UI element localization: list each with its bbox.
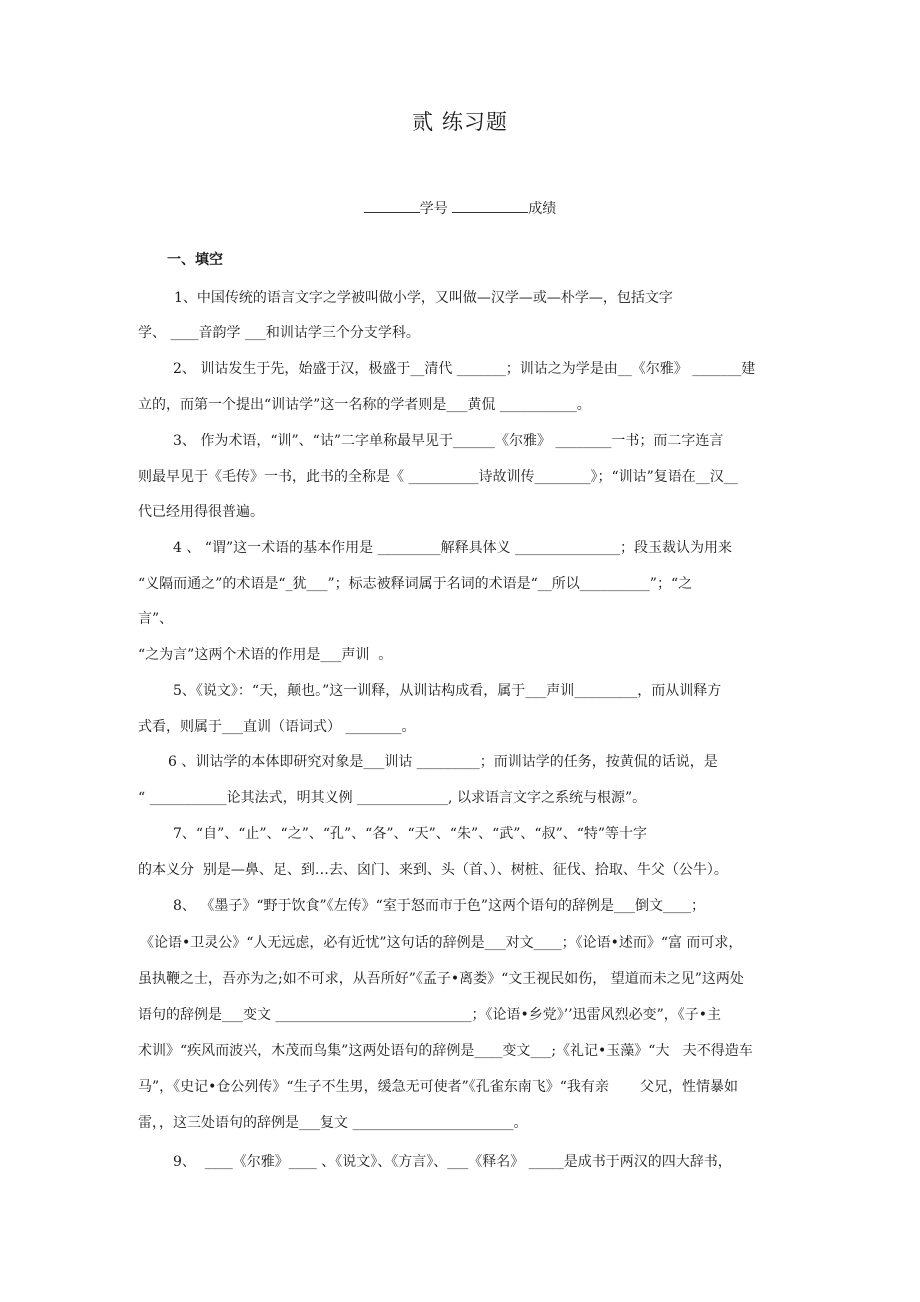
student-id-label: 学号	[419, 201, 448, 217]
question-line: 则最早见于《毛传》一书，此书的全称是《 __________诗故训传________》；“训诂”复语在__汉__	[138, 469, 738, 485]
question-line: 虽执鞭之士，吾亦为之;如不可求，从吾所好”《孟子•离娄》“文王视民如伤， 望道而未之见”这两处	[138, 971, 744, 987]
question-line: 学、 ____音韵学 ___和训诂学三个分支学科。	[138, 325, 420, 341]
name-blank	[364, 198, 420, 213]
question-line: 语句的辞例是___变文 ____________________________；《论语•乡党》’’迅雷风烈必变”，《子•主	[138, 1007, 722, 1023]
question-line: 的本义分 别是—鼻、足、到…去、囟门、来到、头（首、）、树桩、征伐、拾取、牛父（公牛）。	[138, 862, 728, 878]
question-line: 4 、 “谓”这一术语的基本作用是 _________解释具体义 _______________；段玉裁认为用来	[173, 540, 733, 556]
question-line: 1、中国传统的语言文字之学被叫做小学，又叫做—汉学—或—朴学—，包括文字	[174, 290, 673, 306]
question-line: 雷，，这三处语句的辞例是___复文 _______________________。	[138, 1115, 528, 1131]
question-line: 立的，而第一个提出“训诂学”这一名称的学者则是___黄侃 ___________。	[138, 397, 591, 413]
question-line: “义隔而通之”的术语是“_犹___”；标志被释词属于名词的术语是“__所以__________”；“之	[138, 576, 693, 592]
question-line: 6 、训诂学的本体即研究对象是___训诂 _________；而训诂学的任务，按黄侃的话说，是	[168, 754, 718, 770]
page-title: 贰 练习题	[412, 110, 508, 134]
question-line: 代已经用得很普遍。	[138, 504, 264, 520]
question-line: 《论语•卫灵公》“人无远虑，必有近忧”这句话的辞例是___对文____；《论语•述而》“富 而可求，	[140, 935, 743, 951]
student-id-blank	[452, 198, 528, 213]
question-line: 7、“自”、“止”、“之”、“孔”、“各”、“天”、“朱”、“武”、“叔”、“特”等十字	[173, 826, 648, 842]
section-heading: 一、填空	[167, 252, 223, 268]
question-line: 9、 ____《尔雅》____ 、《说文》、《方言》、___《释名》 _____是成书于两汉的四大辞书，	[173, 1154, 732, 1170]
score-label: 成绩	[528, 201, 557, 217]
question-line: 8、 《墨子》“野于饮食”《左传》“室于怒而市于色”这两个语句的辞例是___倒文____；	[173, 898, 705, 914]
question-line: 术训》“疾风而波兴，木茂而鸟集”这两处语句的辞例是____变文___;《礼记•玉藻》“大 夫不得造车	[138, 1043, 753, 1059]
question-line: “ ___________论其法式，明其义例 _____________, 以求语言文字之系统与根源”。	[138, 790, 647, 806]
question-line: 马”，《史记•仓公列传》“生子不生男，缓急无可使者”《孔雀东南飞》“我有亲 父兄，性情暴如	[138, 1079, 739, 1095]
question-line: 5、《说文》：“天，颠也。”这一训释，从训诂构成看，属于___声训_________，而从训释方	[173, 683, 722, 699]
question-line: 式看，则属于___直训（语词式） ________。	[138, 719, 416, 735]
question-line: 2、 训诂发生于先，始盛于汉，极盛于__清代 _______；训诂之为学是由__《尔雅》 _______建	[173, 361, 756, 377]
question-line: “之为言”这两个术语的作用是___声训 。	[138, 647, 393, 663]
question-line: 3、 作为术语，“训”、“诂”二字单称最早见于______《尔雅》 ________一书；而二字连言	[173, 433, 724, 449]
question-line: 言”、	[138, 611, 174, 627]
student-info-line	[0, 198, 920, 218]
